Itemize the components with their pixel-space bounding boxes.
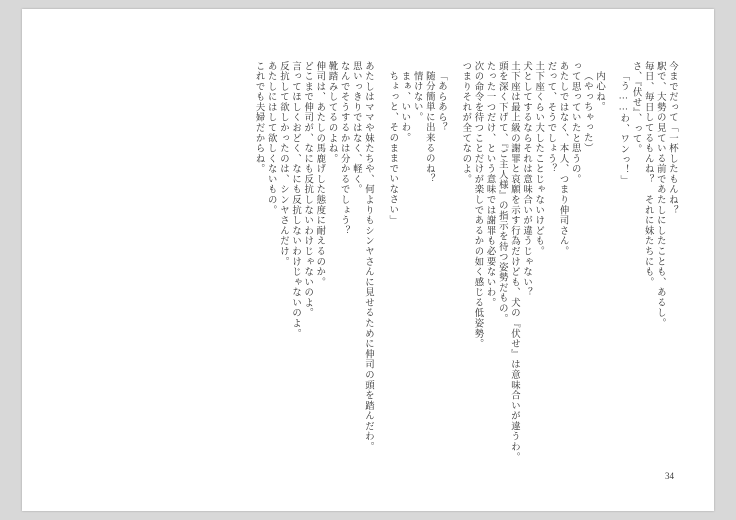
text-column: って思っていたと思うの。 [569, 61, 580, 185]
text-column: なんでそうするかは分かるでしょう？ [338, 61, 349, 236]
document-page [22, 9, 714, 511]
text-column: ちょっと、そのままでいなさい」 [387, 71, 398, 226]
text-column: 言ってほしくおどく、なにも反抗しないわけじゃないのよ。 [290, 61, 301, 339]
text-column: 次の命令を待つことだけが楽しであるかの如く感じる低姿勢。 [472, 61, 483, 350]
text-column: 今までだって「一杯したもんね？ [667, 61, 677, 216]
text-column: 頭を深く下げて、『ご主人様』の指示を待つ姿勢だもの。 [496, 61, 507, 324]
text-column-blank [605, 61, 615, 449]
text-column: 靴踏みしてるのよね。 [326, 61, 337, 164]
text-column: 内心ね。 [594, 71, 605, 113]
text-column: 土下座は最上級の謝罪と哀願を示す行為だけども、犬の『伏せ』は意味合いが違うわ。 [508, 61, 519, 463]
text-column: さ、『伏せ』、って。 [630, 61, 641, 155]
text-column: だって、そうでしょう？ [545, 61, 556, 175]
text-column-blank [374, 61, 384, 449]
text-column: 犬としてするならそれは意味合いが違うじゃない？ [521, 61, 532, 298]
text-column: 「う……わ、ワンっ！」 [618, 71, 629, 186]
text-column: あたしにはして欲しくないもの。 [265, 61, 276, 216]
text-column: 土下座くらい大したことじゃないけども。 [533, 61, 544, 257]
text-column: あたしではなく、本人、つまり伸司さん。 [557, 61, 568, 257]
text-column: （やっちゃった） [581, 71, 592, 154]
text-column: 「あらあら？ [435, 71, 446, 133]
text-column-blank [447, 61, 457, 449]
text-column: 情けない。 [411, 71, 422, 123]
text-column: たった一つだけ、という意味では謝罪も必要ないわ。 [484, 61, 495, 308]
vertical-text-body [60, 61, 677, 463]
text-column: どこまで伸司が、なにも反抗しないわけじゃないのよ。 [302, 61, 313, 319]
text-column: 反抗して欲しかったのは、シンヤさんだけ。 [277, 61, 288, 267]
text-column: 毎日、毎日してるもんね？ それに妹たちにも。 [642, 61, 653, 288]
text-column: 駅で、大勢の見ている前であたしにしたことも、あるし。 [654, 61, 665, 329]
text-column: 思いっきりではなく、軽く。 [350, 61, 361, 195]
text-column: 伸司は、あたしの馬鹿げした態度に耐えるのか。 [314, 61, 325, 288]
text-column: これでも夫婦だからね。 [253, 61, 264, 175]
text-column: つまりそれが全てなのよ。 [460, 61, 471, 185]
text-column: 随分簡単に出来るのね？ [423, 71, 434, 185]
text-column: まぁ、いいわ。 [399, 71, 410, 144]
page-number: 34 [665, 471, 674, 481]
text-column: あたしはママや妹たちや、何よりもシンヤさんに見せるために伸司の頭を踏んだわ。 [363, 61, 373, 453]
